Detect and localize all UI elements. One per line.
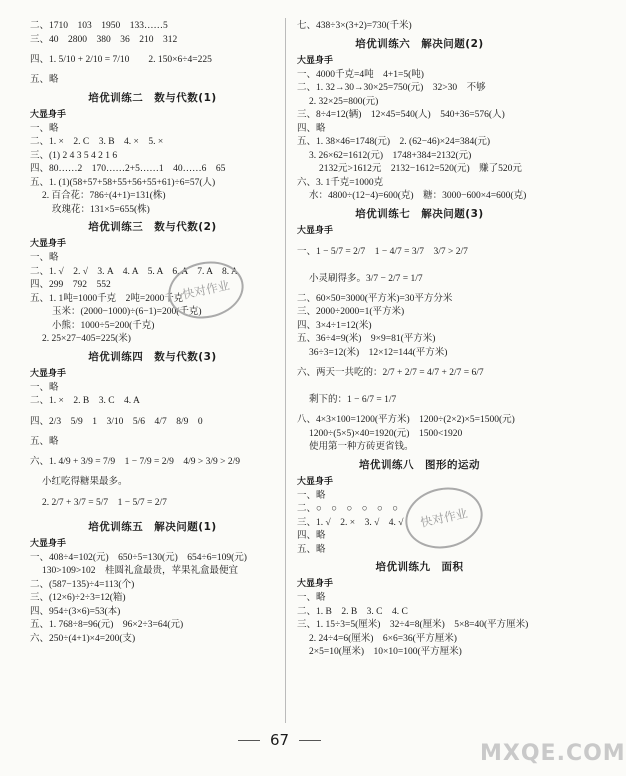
answer-line: 四、299 792 552	[30, 280, 111, 290]
answer-line: 三、(1) 2 4 3 5 4 2 1 6	[30, 150, 118, 161]
watermark: MXQE.COM	[480, 741, 626, 766]
answer-line: 六、两天一共吃的：2/7 + 2/7 = 4/7 + 2/7 = 6/7	[297, 368, 484, 378]
answer-line: 四、略	[297, 531, 326, 541]
subheading: 大显身手	[297, 55, 334, 66]
answer-line: 五、略	[30, 436, 59, 447]
answer-line: 六、250÷(4+1)×4=200(支)	[30, 633, 136, 644]
answer-line: 五、36÷4=9(米) 9×9=81(平方米)	[297, 334, 436, 344]
answer-line: 玫瑰花：131×5=655(株)	[52, 204, 150, 215]
answer-line: 五、略	[30, 75, 59, 85]
left-column	[30, 20, 275, 646]
answer-line: 四、80……2 170……2+5……1 40……6 65	[30, 164, 226, 174]
subheading: 大显身手	[30, 368, 67, 379]
answer-line: 二、1. B 2. B 3. C 4. C	[297, 606, 408, 617]
section-heading: 培优训练八 图形的运动	[359, 458, 480, 471]
answer-line: 三、2000÷2000=1(平方米)	[297, 307, 405, 317]
answer-line: 五、略	[297, 544, 326, 555]
answer-line: 二、1. × 2. B 3. C 4. A	[30, 396, 140, 406]
subheading: 大显身手	[30, 109, 67, 120]
answer-line: 五、1. 38×46=1748(元) 2. (62−46)×24=384(元)	[297, 137, 491, 147]
answer-line: 水：4800÷(12−4)=600(克) 糖：3000−600×4=600(克)	[309, 191, 527, 201]
answer-line: 130>109>102 桂圆礼盒最贵，苹果礼盒最便宜	[42, 566, 238, 576]
answer-line: 36÷3=12(米) 12×12=144(平方米)	[309, 347, 448, 358]
answer-line: 三、40 2800 380 36 210 312	[30, 34, 178, 45]
column-divider	[285, 18, 286, 723]
answer-line: 五、1. 768÷8=96(元) 96×2÷3=64(元)	[30, 620, 184, 630]
answer-line: 小灵刷得多。3/7 − 2/7 = 1/7	[309, 273, 423, 284]
subheading: 大显身手	[30, 538, 67, 549]
answer-line: 二、1. 32→30→30×25=750(元) 32>30 不够	[297, 83, 486, 93]
answer-line: 六、3. 1千克=1000克	[297, 177, 384, 188]
answer-line: 2. 25×27−405=225(米)	[42, 334, 131, 344]
answer-line: 二、1. × 2. C 3. B 4. × 5. ×	[30, 137, 164, 147]
answer-line: 三、1. 15÷3=5(厘米) 32÷4=8(厘米) 5×8=40(平方厘米)	[297, 620, 529, 630]
stamp-logo: 快对作业	[400, 481, 489, 556]
answer-line: 使用第一种方砖更省钱。	[309, 442, 414, 452]
answer-line: 二、1710 103 1950 133……5	[30, 21, 168, 31]
stamp-logo: 快对作业	[163, 255, 249, 326]
answer-line: 一、4000千克=4吨 4+1=5(吨)	[297, 69, 424, 80]
section-heading: 培优训练三 数与代数(2)	[88, 221, 217, 233]
page-number	[0, 731, 559, 749]
section-heading: 培优训练四 数与代数(3)	[88, 350, 217, 363]
subheading: 大显身手	[30, 239, 67, 249]
answer-line: 四、954÷(3×6)=53(本)	[30, 606, 121, 617]
answer-line: 1200÷(5×5)×40=1920(元) 1500<1920	[309, 428, 463, 439]
answer-line: 2×5=10(厘米) 10×10=100(平方厘米)	[309, 647, 462, 657]
section-heading: 培优训练七 解决问题(3)	[355, 207, 484, 220]
answer-line: 3. 26×62=1612(元) 1748+384=2132(元)	[309, 150, 472, 161]
answer-line: 一、408÷4=102(元) 650÷5=130(元) 654÷6=109(元)	[30, 552, 247, 563]
answer-line: 2132元>1612元 2132−1612=520(元) 赚了520元	[319, 164, 522, 174]
answer-line: 2. 24÷4=6(厘米) 6×6=36(平方厘米)	[309, 633, 457, 644]
answer-line: 六、1. 4/9 + 3/9 = 7/9 1 − 7/9 = 2/9 4/9 > 3/9 > 2/9	[30, 457, 241, 467]
answer-line: 四、3×4÷1=12(米)	[297, 320, 372, 331]
answer-line: 五、1. (1)(58+57+58+55+56+55+61)÷6=57(人)	[30, 177, 216, 188]
answer-line: 三、(12×6)÷2÷3=12(箱)	[30, 593, 126, 603]
answer-line: 五、1. 1吨=1000千克 2吨=2000千克	[30, 293, 184, 304]
answer-line: 玉米：(2000−1000)÷(6−1)=200(千克)	[52, 307, 202, 317]
subheading: 大显身手	[297, 225, 334, 236]
answer-line: 二、1. √ 2. √ 3. A 4. A 5. A 6. A 7. A 8. A	[30, 266, 238, 277]
answer-line: 二、60×50=3000(平方米)=30平方分米	[297, 293, 453, 304]
answer-line: 2. 32×25=800(元)	[309, 96, 379, 107]
answer-line: 一、1 − 5/7 = 2/7 1 − 4/7 = 3/7 3/7 > 2/7	[297, 246, 468, 257]
right-column	[297, 20, 542, 660]
section-heading: 培优训练二 数与代数(1)	[88, 91, 217, 104]
answer-line: 一、略	[30, 253, 59, 263]
answer-line: 二、(587−135)÷4=113(个)	[30, 579, 135, 590]
answer-line: 2. 百合花：786÷(4+1)=131(株)	[42, 191, 166, 201]
answer-line: 一、略	[297, 490, 326, 501]
answer-line: 四、2/3 5/9 1 3/10 5/6 4/7 8/9 0	[30, 416, 203, 427]
answer-line: 小红吃得糖果最多。	[42, 477, 128, 487]
answer-line: 四、1. 5/10 + 2/10 = 7/10 2. 150×6÷4=225	[30, 55, 212, 65]
subheading: 大显身手	[297, 579, 334, 589]
answer-line: 2. 2/7 + 3/7 = 5/7 1 − 5/7 = 2/7	[42, 497, 167, 508]
page-number-text: 67	[269, 731, 290, 749]
section-heading: 培优训练九 面积	[375, 561, 464, 573]
answer-line: 一、略	[30, 123, 59, 134]
section-heading: 培优训练五 解决问题(1)	[88, 520, 217, 533]
answer-line: 三、8÷4=12(辆) 12×45=540(人) 540+36=576(人)	[297, 110, 505, 120]
answer-line: 三、1. √ 2. × 3. √ 4. √	[297, 517, 404, 528]
answer-line: 二、○ ○ ○ ○ ○ ○	[297, 504, 398, 514]
answer-line: 一、略	[30, 382, 59, 393]
answer-line: 四、略	[297, 123, 326, 134]
answer-line: 剩下的：1 − 6/7 = 1/7	[309, 395, 397, 405]
answer-line: 一、略	[297, 593, 326, 603]
answer-line: 七、438÷3×(3+2)=730(千米)	[297, 21, 412, 31]
section-heading: 培优训练六 解决问题(2)	[355, 37, 484, 50]
answer-line: 八、4×3×100=1200(平方米) 1200÷(2×2)×5=1500(元)	[297, 415, 515, 425]
subheading: 大显身手	[297, 476, 334, 487]
answer-line: 小熊：1000÷5=200(千克)	[52, 320, 155, 331]
